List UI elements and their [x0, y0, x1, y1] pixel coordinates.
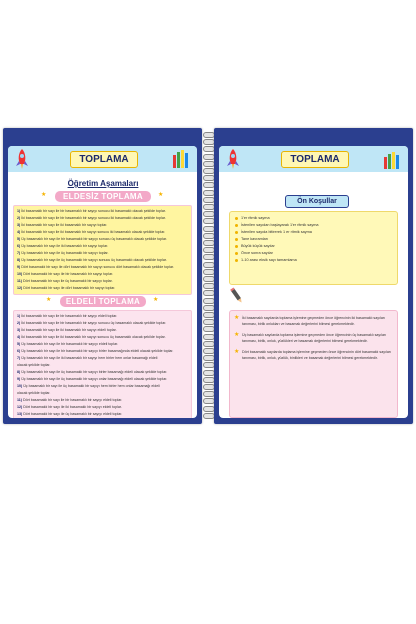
list-item: Tane kavramları: [235, 236, 392, 243]
list-item: 2) İki basamaklı bir sayı ile bir basamaklı bir sayıyı sonucu iki basamaklı olacak şekilde toplar.: [17, 216, 166, 220]
bullet-icon: [235, 231, 238, 234]
list-item: 1'er ritmik sayma: [235, 215, 392, 222]
list-item: Büyük küçük sayılar: [235, 243, 392, 250]
list-item: 7) Üç basamaklı bir sayı ile üç basamaklı bir sayıyı toplar.: [17, 251, 109, 255]
rocket-icon: [225, 148, 241, 170]
note-item: ★ Üç basamaklı sayılarda toplama işlemine geçmeden önce öğrencinin üç basamaklı sayıları tanıması, birlik, onluk, yüzlükleri ve basamak değerlerini bilmesi gerekmektedir.: [234, 332, 387, 343]
left-page: [3, 128, 202, 424]
list-item: 2) İki basamaklı bir sayı ile bir basamaklı bir sayıyı sonucu üç basamaklı olacak şekilde toplar.: [17, 321, 167, 325]
list-item: 3) İki basamaklı bir sayı ile iki basamaklı bir sayıyı toplar.: [17, 223, 108, 227]
right-page-content: [219, 146, 408, 418]
bullet-icon: [235, 238, 238, 241]
eldeli-list: [13, 310, 192, 418]
star-icon: ★: [46, 297, 52, 303]
bullet-icon: [235, 259, 238, 262]
pencil-icon: [229, 286, 245, 306]
list-item: 1-10 arası eksik sayı tamamlama: [235, 257, 392, 264]
list-item: 11) Dört basamaklı bir sayı ile üç basamaklı bir sayıyı toplar.: [17, 279, 113, 283]
rocket-icon: [14, 148, 30, 170]
right-header: [219, 146, 408, 172]
list-item: olacak şekilde toplar.: [17, 363, 51, 367]
list-item: 3) İki basamaklı bir sayı ile iki basamaklı bir sayıyı eldeli toplar.: [17, 328, 117, 332]
on-kosullar-heading: Ön Koşullar: [285, 195, 349, 208]
bullet-icon: [235, 245, 238, 248]
note-item: ★ Dört basamaklı sayılarda toplama işlemine geçmeden önce öğrencinin dört basamaklı sayıları tanıması, birlik, onluk, yüzlük, binlikleri ve basamak değerlerini bilmesi gerekmektedir.: [234, 349, 392, 360]
list-item: Önce sonra sayılar: [235, 250, 392, 257]
right-page: [214, 128, 413, 424]
list-item: olacak şekilde toplar.: [17, 391, 51, 395]
list-item: 5) Üç basamaklı bir sayı ile bir basamaklı bir sayıyı eldeli toplar.: [17, 342, 119, 346]
bullet-icon: [235, 217, 238, 220]
list-item: 4) İki basamaklı bir sayı ile iki basamaklı bir sayıyı sonucu üç basamaklı olacak şekilde toplar.: [17, 335, 166, 339]
star-icon: ★: [158, 192, 164, 198]
left-header: [8, 146, 197, 172]
list-item: 8) Üç basamaklı bir sayı ile üç basamaklı bir sayıyı sonucu üç basamaklı olacak şekilde toplar.: [17, 258, 167, 262]
pencils-icon: [382, 151, 402, 169]
list-item: 4) İki basamaklı bir sayı ile iki basamaklı bir sayıyı sonucu iki basamaklı olacak şekilde toplar.: [17, 230, 166, 234]
page-title: TOPLAMA: [281, 151, 349, 168]
list-item: 9) Dört basamaklı bir sayı ile dört basamaklı bir sayıyı sonucu dört basamaklı olacak şekilde toplar.: [17, 265, 175, 269]
list-item: İstenilen sayıda bitirerek 1 er ritmik sayma: [235, 229, 392, 236]
subtitle: Öğretim Aşamaları: [67, 179, 139, 188]
list-item: 10) Dört basamaklı bir sayı ile bir basamaklı bir sayıyı toplar.: [17, 272, 114, 276]
list-item: İstenilen sayıdan başlayarak 1'er ritmik sayma: [235, 222, 392, 229]
note-item: ★ İki basamaklı sayılarda toplama işlemine geçmeden önce öğrencinin iki basamaklı sayıları tanıması, birlik onlukları ve basamak değerlerini bilmesi gerekmektedir.: [234, 315, 386, 326]
star-icon: ★: [234, 315, 240, 321]
bullet-icon: [235, 252, 238, 255]
star-icon: ★: [234, 332, 240, 338]
list-item: 5) Üç basamaklı bir sayı ile bir basamaklı bir sayıyı sonucu üç basamaklı olacak şekilde toplar.: [17, 237, 168, 241]
on-kosullar-list: [229, 211, 398, 285]
section-eldesiz-heading: ELDESİZ TOPLAMA: [55, 191, 151, 202]
notes-box: [229, 310, 398, 418]
section-eldeli-heading: ELDELİ TOPLAMA: [60, 296, 146, 307]
list-item: 8) Üç basamaklı bir sayı ile üç basamaklı bir sayıyı birler basamağı eldeli olacak şekilde toplar.: [17, 370, 168, 374]
list-item: 1) İki basamaklı bir sayı ile bir basamaklı bir sayıyı sonucu iki basamaklı olacak şekilde toplar.: [17, 209, 166, 213]
star-icon: ★: [234, 349, 240, 355]
list-item: 7) Üç basamaklı bir sayı ile iki basamaklı bir sayıyı hem birler hem onlar basamağı eldeli: [17, 356, 158, 360]
list-item: 12) Dört basamaklı bir sayı ile dört basamaklı bir sayıyı toplar.: [17, 286, 116, 290]
list-item: 1) İki basamaklı bir sayı ile bir basamaklı bir sayıyı eldeli toplar.: [17, 314, 118, 318]
left-page-content: [8, 146, 197, 418]
star-icon: ★: [153, 297, 159, 303]
list-item: 9) Üç basamaklı bir sayı ile üç basamaklı bir sayıyı onlar basamağı eldeli olacak şekilde toplar.: [17, 377, 168, 381]
list-item: 6) Üç basamaklı bir sayı ile bir basamaklı bir sayıyı birler basamağında eldeli olacak şekilde toplar.: [17, 349, 174, 353]
list-item: 10) Üç basamaklı bir sayı ile üç basamaklı bir sayıyı hem birler hem onlar basamağı eldeli: [17, 384, 160, 388]
list-item: 6) Üç basamaklı bir sayı ile iki basamaklı bir sayıyı toplar.: [17, 244, 109, 248]
list-item: 12) Dört basamaklı bir sayı ile iki basamaklı bir sayıyı eldeli toplar.: [17, 405, 122, 409]
pencils-icon: [171, 149, 191, 169]
bullet-icon: [235, 224, 238, 227]
star-icon: ★: [41, 192, 47, 198]
spiral-binding: [203, 132, 213, 422]
page-title: TOPLAMA: [70, 151, 138, 168]
eldesiz-list: [13, 205, 192, 295]
list-item: 11) Dört basamaklı bir sayı ile bir basamaklı bir sayıyı eldeli toplar.: [17, 398, 123, 402]
list-item: 13) Dört basamaklı bir sayı ile üç basamaklı bir sayıyı eldeli toplar.: [17, 412, 123, 416]
